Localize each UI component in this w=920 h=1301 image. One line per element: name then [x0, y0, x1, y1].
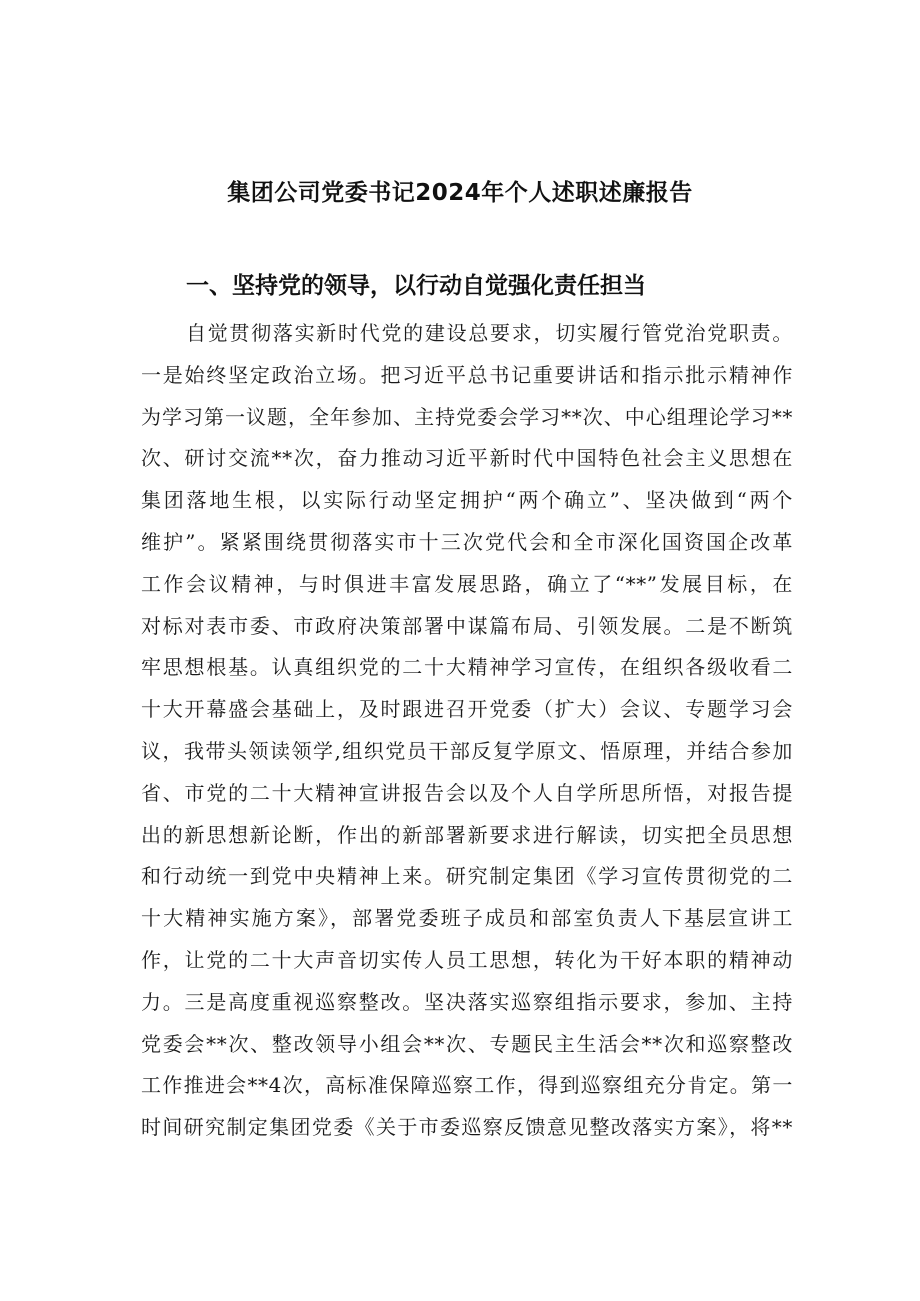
body-line: 集团落地生根，以实际行动坚定拥护“两个确立”、坚决做到“两个 [141, 488, 793, 513]
body-line: 维护”。紧紧围绕贯彻落实市十三次党代会和全市深化国资国企改革 [141, 529, 793, 554]
document-title: 集团公司党委书记2024年个人述职述廉报告 [227, 180, 693, 206]
body-line: 对标对表市委、市政府决策部署中谋篇布局、引领发展。二是不断筑 [141, 613, 793, 638]
body-line: 力。三是高度重视巡察整改。坚决落实巡察组指示要求，参加、主持 [141, 989, 793, 1014]
body-line: 议，我带头领读领学,组织党员干部反复学原文、悟原理，并结合参加 [141, 738, 793, 763]
body-line: 十大开幕盛会基础上，及时跟进召开党委（扩大）会议、专题学习会 [141, 697, 793, 722]
body-line: 十大精神实施方案》，部署党委班子成员和部室负责人下基层宣讲工 [141, 906, 793, 931]
body-line: 省、市党的二十大精神宣讲报告会以及个人自学所思所悟，对报告提 [141, 780, 793, 805]
body-line: 作，让党的二十大声音切实传人员工思想，转化为干好本职的精神动 [141, 947, 793, 972]
body-line: 出的新思想新论断，作出的新部署新要求进行解读，切实把全员思想 [141, 822, 793, 847]
body-line: 和行动统一到党中央精神上来。研究制定集团《学习宣传贯彻党的二 [141, 864, 793, 889]
body-line: 自觉贯彻落实新时代党的建设总要求，切实履行管党治党职责。 [186, 321, 793, 345]
section-heading: 一、坚持党的领导，以行动自觉强化责任担当 [186, 273, 646, 299]
body-line: 党委会**次、整改领导小组会**次、专题民主生活会**次和巡察整改 [141, 1031, 793, 1056]
body-line: 次、研讨交流**次，奋力推动习近平新时代中国特色社会主义思想在 [141, 446, 793, 471]
body-line: 工作会议精神，与时俱进丰富发展思路，确立了“**”发展目标，在 [141, 571, 793, 596]
body-paragraph [141, 313, 793, 1149]
body-line: 工作推进会**4次，高标准保障巡察工作，得到巡察组充分肯定。第一 [141, 1073, 793, 1098]
body-line: 为学习第一议题，全年参加、主持党委会学习**次、中心组理论学习** [141, 404, 793, 429]
body-line: 时间研究制定集团党委《关于市委巡察反馈意见整改落实方案》，将** [141, 1115, 793, 1140]
body-line: 牢思想根基。认真组织党的二十大精神学习宣传，在组织各级收看二 [141, 655, 793, 680]
body-line: 一是始终坚定政治立场。把习近平总书记重要讲话和指示批示精神作 [141, 362, 793, 387]
